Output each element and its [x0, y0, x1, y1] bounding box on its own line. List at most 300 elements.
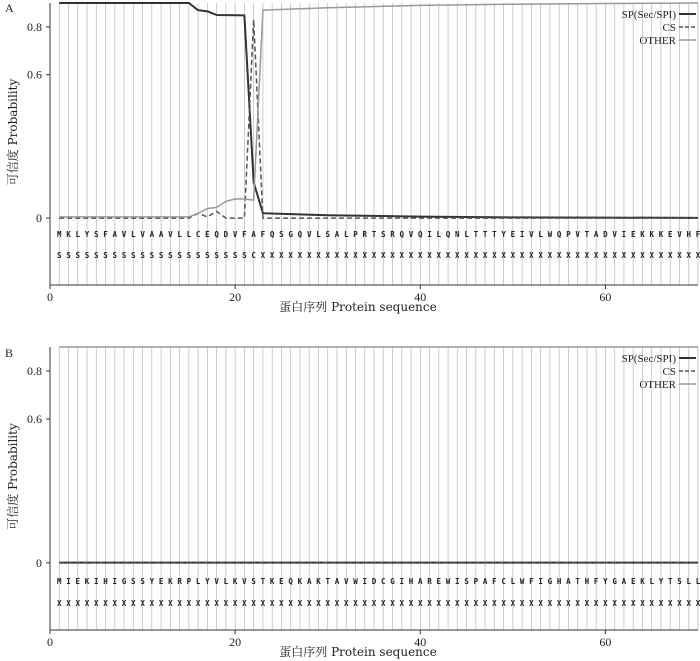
sequence-residue: Y	[603, 577, 608, 586]
sequence-residue: L	[510, 577, 516, 586]
sequence-residue: I	[455, 577, 460, 586]
sequence-residue: T	[492, 230, 497, 239]
series-line-cs	[59, 20, 698, 218]
sequence-residue: I	[362, 577, 368, 586]
prediction-label: X	[121, 599, 127, 608]
sequence-residue: G	[288, 230, 293, 239]
sequence-residue: V	[677, 230, 682, 239]
prediction-label: S	[131, 251, 136, 260]
sequence-residue: V	[575, 230, 580, 239]
sequence-residue: E	[630, 230, 636, 239]
sequence-residue: E	[205, 230, 210, 239]
prediction-label: X	[195, 599, 201, 608]
sequence-residue: I	[621, 230, 627, 239]
prediction-label: S	[56, 251, 62, 260]
sequence-residue: T	[260, 577, 266, 586]
prediction-label: X	[566, 599, 571, 608]
sequence-residue: K	[658, 230, 664, 239]
sequence-residue: A	[418, 577, 423, 586]
sequence-residue: H	[103, 577, 108, 586]
sequence-residue: V	[408, 230, 414, 239]
prediction-label: S	[103, 251, 108, 260]
sequence-residue: P	[353, 230, 358, 239]
sequence-residue: W	[547, 230, 553, 239]
prediction-label: X	[362, 251, 368, 260]
prediction-label: S	[223, 251, 229, 260]
prediction-label: X	[529, 251, 534, 260]
prediction-label: X	[667, 251, 673, 260]
prediction-label: X	[519, 599, 525, 608]
sequence-residue: P	[186, 577, 192, 586]
prediction-label: X	[455, 251, 460, 260]
prediction-label: X	[492, 599, 497, 608]
sequence-residue: S	[140, 577, 145, 586]
prediction-label: X	[686, 251, 692, 260]
sequence-residue: H	[584, 577, 590, 586]
prediction-label: S	[66, 251, 71, 260]
prediction-label: X	[288, 251, 293, 260]
sequence-residue: R	[177, 577, 182, 586]
prediction-label: X	[75, 599, 81, 608]
sequence-residue: R	[390, 230, 395, 239]
sequence-residue: T	[584, 230, 590, 239]
sequence-residue: K	[640, 577, 645, 586]
prediction-label: S	[140, 251, 145, 260]
prediction-label: X	[279, 599, 284, 608]
x-tick-label: 60	[599, 290, 612, 304]
sequence-residue: L	[649, 577, 654, 586]
legend	[622, 353, 696, 391]
gridlines	[56, 3, 698, 285]
prediction-label: X	[362, 599, 368, 608]
prediction-label: X	[390, 251, 395, 260]
prediction-label: X	[584, 251, 590, 260]
legend-entry-label: CS	[662, 22, 676, 34]
prediction-label: X	[269, 599, 275, 608]
sequence-residue: T	[667, 577, 673, 586]
sequence-residue: Q	[297, 230, 303, 239]
sequence-residue: W	[445, 577, 451, 586]
prediction-label: X	[186, 599, 192, 608]
panel-label: B	[5, 346, 14, 360]
prediction-label: S	[232, 251, 238, 260]
prediction-label: X	[205, 599, 210, 608]
prediction-label: X	[223, 599, 229, 608]
prediction-label: X	[593, 251, 599, 260]
sequence-residue: L	[75, 230, 81, 239]
prediction-label: X	[603, 251, 608, 260]
prediction-label: X	[630, 599, 636, 608]
prediction-label: X	[242, 599, 247, 608]
prediction-label: X	[612, 599, 617, 608]
sequence-residue: E	[510, 230, 516, 239]
sequence-residue: I	[519, 230, 525, 239]
sequence-residue: Q	[418, 230, 423, 239]
prediction-label: X	[547, 251, 553, 260]
sequence-residue: E	[630, 577, 636, 586]
prediction-label: X	[677, 599, 682, 608]
prediction-label: S	[214, 251, 219, 260]
sequence-residue: D	[371, 577, 377, 586]
x-tick-label: 0	[47, 635, 53, 649]
sequence-residue: H	[408, 577, 414, 586]
sequence-residue: Y	[205, 577, 210, 586]
prediction-label: X	[390, 599, 395, 608]
sequence-residue: Q	[269, 230, 275, 239]
legend-entry-label: OTHER	[639, 379, 676, 391]
prediction-label: X	[353, 599, 358, 608]
sequence-residue: F	[593, 577, 599, 586]
sequence-residue: L	[177, 230, 182, 239]
sequence-residue: K	[649, 230, 654, 239]
prediction-label: X	[214, 599, 219, 608]
prediction-label: X	[695, 599, 700, 608]
prediction-label: X	[297, 251, 303, 260]
sequence-residue: F	[492, 577, 497, 586]
prediction-label: S	[195, 251, 201, 260]
sequence-residue: G	[547, 577, 553, 586]
sequence-residue: S	[325, 230, 330, 239]
prediction-label: S	[75, 251, 81, 260]
prediction-label: X	[640, 599, 645, 608]
panel-label: A	[5, 1, 14, 15]
sequence-residue: A	[306, 577, 312, 586]
prediction-label: X	[334, 599, 340, 608]
prediction-label: X	[297, 599, 303, 608]
y-axis-label: 可信度 Probability	[6, 78, 20, 186]
prediction-label: X	[149, 599, 155, 608]
sequence-residue: S	[380, 230, 386, 239]
sequence-residue: H	[556, 577, 562, 586]
sequence-residue: V	[612, 230, 617, 239]
prediction-label: X	[306, 599, 312, 608]
sequence-residue: K	[66, 230, 71, 239]
prediction-label: S	[84, 251, 90, 260]
prediction-label: X	[649, 599, 654, 608]
sequence-residue: K	[640, 230, 645, 239]
sequence-residue: Y	[658, 577, 664, 586]
prediction-label: X	[140, 599, 145, 608]
sequence-residue: Y	[84, 230, 90, 239]
sequence-residue: Y	[149, 577, 155, 586]
prediction-label: X	[316, 251, 321, 260]
x-tick-label: 40	[414, 290, 427, 304]
sequence-residue: S	[131, 577, 136, 586]
prediction-label: X	[510, 251, 516, 260]
sequence-residue: P	[566, 230, 571, 239]
prediction-label: S	[121, 251, 127, 260]
sequence-residue: L	[316, 230, 321, 239]
y-tick-label: 0.8	[27, 19, 42, 34]
prediction-label: X	[418, 251, 423, 260]
sequence-residue: T	[325, 577, 330, 586]
sequence-residue: F	[260, 230, 266, 239]
panel-a	[5, 1, 700, 314]
sequence-residue: E	[667, 230, 673, 239]
sequence-residue: T	[371, 230, 377, 239]
sequence-residue: I	[399, 577, 405, 586]
prediction-label: X	[103, 599, 108, 608]
prediction-label: X	[427, 599, 432, 608]
sequence-residue: Q	[214, 230, 219, 239]
legend-entry-label: OTHER	[639, 35, 676, 47]
sequence-residue: A	[593, 230, 599, 239]
prediction-label: S	[177, 251, 182, 260]
prediction-label: X	[593, 599, 599, 608]
legend-entry-label: CS	[662, 366, 676, 378]
sequence-residue: K	[316, 577, 321, 586]
sequence-residue: V	[121, 230, 127, 239]
sequence-residue: I	[94, 577, 99, 586]
sequence-residue: S	[94, 230, 99, 239]
sequence-residue: G	[121, 577, 127, 586]
sequence-residue: W	[519, 577, 525, 586]
y-tick-label: 0	[36, 555, 42, 570]
sequence-residue: Y	[501, 230, 506, 239]
prediction-label: X	[630, 251, 636, 260]
sequence-residue: A	[149, 230, 155, 239]
sequence-residue: V	[529, 230, 534, 239]
sequence-residue: A	[158, 230, 164, 239]
sequence-residue: P	[473, 577, 479, 586]
y-tick-label: 0.8	[27, 363, 42, 378]
prediction-label: X	[566, 251, 571, 260]
prediction-label: X	[621, 599, 627, 608]
prediction-label: X	[584, 599, 590, 608]
sequence-residue: A	[621, 577, 627, 586]
sequence-residue: V	[306, 230, 312, 239]
sequence-residue: L	[343, 230, 349, 239]
y-tick-label: 0.6	[27, 67, 42, 82]
prediction-label: X	[343, 599, 349, 608]
sequence-residue: S	[251, 577, 256, 586]
sequence-residue: A	[334, 577, 340, 586]
prediction-label: S	[149, 251, 155, 260]
sequence-residue: D	[603, 230, 608, 239]
sequence-residue: E	[436, 577, 442, 586]
sequence-residue: L	[464, 230, 469, 239]
sequence-residue: I	[538, 577, 543, 586]
sequence-residue: C	[195, 230, 201, 239]
sequence-residue: G	[390, 577, 395, 586]
sequence-residue: V	[214, 577, 219, 586]
prediction-label: X	[399, 599, 405, 608]
prediction-label: X	[556, 599, 562, 608]
sequence-residue: K	[84, 577, 90, 586]
sequence-residue: L	[538, 230, 543, 239]
sequence-residue: Q	[288, 577, 293, 586]
prediction-label: X	[538, 599, 543, 608]
prediction-label: X	[621, 251, 627, 260]
prediction-label: X	[464, 251, 469, 260]
prediction-label: X	[260, 599, 266, 608]
prediction-label: S	[168, 251, 173, 260]
x-axis-label: 蛋白序列 Protein sequence	[279, 300, 437, 314]
prediction-label: X	[482, 599, 488, 608]
sequence-residue: V	[343, 577, 349, 586]
sequence-residue: V	[168, 230, 173, 239]
prediction-label: X	[473, 599, 479, 608]
sequence-residue: M	[56, 230, 62, 239]
sequence-residue: K	[269, 577, 275, 586]
sequence-residue: V	[242, 577, 247, 586]
sequence-residue: I	[66, 577, 71, 586]
prediction-label: X	[492, 251, 497, 260]
sequence-residue: Q	[445, 230, 451, 239]
prediction-label: X	[371, 599, 377, 608]
sequence-residue: H	[686, 230, 692, 239]
sequence-residue: L	[186, 230, 192, 239]
prediction-label: X	[575, 251, 580, 260]
sequence-residue: S	[464, 577, 469, 586]
x-tick-label: 20	[229, 290, 242, 304]
prediction-label: S	[94, 251, 99, 260]
x-tick-label: 0	[47, 290, 53, 304]
prediction-label: X	[529, 599, 534, 608]
prediction-label: X	[538, 251, 543, 260]
sequence-residue: F	[529, 577, 534, 586]
prediction-label: X	[640, 251, 645, 260]
sequence-residue: K	[232, 577, 238, 586]
sequence-residue: T	[473, 230, 479, 239]
sequence-residue: L	[436, 230, 442, 239]
prediction-label: X	[56, 599, 62, 608]
sequence-residue: N	[455, 230, 460, 239]
sequence-residue: L	[686, 577, 692, 586]
sequence-residue: L	[223, 577, 229, 586]
prediction-label: X	[436, 251, 442, 260]
sequence-residue: C	[380, 577, 386, 586]
prediction-label: X	[658, 251, 664, 260]
prediction-label: X	[66, 599, 71, 608]
prediction-label: X	[306, 251, 312, 260]
prediction-label: X	[445, 599, 451, 608]
sequence-residue: F	[242, 230, 247, 239]
x-tick-label: 40	[414, 635, 427, 649]
sequence-residue: E	[279, 577, 284, 586]
prediction-label: X	[436, 599, 442, 608]
sequence-residue: T	[482, 230, 488, 239]
prediction-label: X	[658, 599, 664, 608]
sequence-residue: T	[575, 577, 580, 586]
sequence-residue: A	[566, 577, 571, 586]
sequence-residue: E	[158, 577, 164, 586]
sequence-residue: I	[427, 230, 432, 239]
prediction-label: X	[427, 251, 432, 260]
sequence-residue: S	[279, 230, 284, 239]
prediction-label: X	[677, 251, 682, 260]
prediction-label: X	[575, 599, 580, 608]
prediction-label: X	[408, 251, 414, 260]
prediction-label: X	[131, 599, 136, 608]
sequence-residue: L	[131, 230, 136, 239]
sequence-residue: A	[334, 230, 340, 239]
prediction-label: X	[482, 251, 488, 260]
sequence-residue: A	[251, 230, 256, 239]
prediction-label: X	[251, 599, 256, 608]
prediction-label: X	[316, 599, 321, 608]
sequence-residue: R	[427, 577, 432, 586]
prediction-label: X	[177, 599, 182, 608]
legend-entry-label: SP(Sec/SPI)	[621, 9, 676, 21]
prediction-label: X	[445, 251, 451, 260]
prediction-label: X	[380, 599, 386, 608]
legend	[622, 9, 696, 47]
prediction-label: X	[334, 251, 340, 260]
sequence-residue: K	[168, 577, 173, 586]
prediction-label: X	[260, 251, 266, 260]
sequence-residue: K	[297, 577, 303, 586]
prediction-label: X	[158, 599, 164, 608]
prediction-label: X	[399, 251, 405, 260]
prediction-label: X	[455, 599, 460, 608]
prediction-label: X	[612, 251, 617, 260]
prediction-label: S	[205, 251, 210, 260]
sequence-residue: Q	[399, 230, 405, 239]
sequence-residue: A	[482, 577, 488, 586]
prediction-label: X	[603, 599, 608, 608]
prediction-label: S	[242, 251, 247, 260]
series-line-sp-sec-spi	[59, 3, 698, 218]
y-axis-label: 可信度 Probability	[6, 423, 20, 530]
prediction-label: X	[325, 599, 330, 608]
prediction-label: X	[168, 599, 173, 608]
prediction-label: X	[371, 251, 377, 260]
x-tick-label: 60	[599, 635, 612, 649]
sequence-residue: A	[112, 230, 118, 239]
prediction-label: X	[556, 251, 562, 260]
x-tick-label: 20	[229, 635, 242, 649]
y-tick-label: 0	[36, 211, 42, 226]
prediction-label: S	[186, 251, 192, 260]
prediction-label: X	[686, 599, 692, 608]
prediction-label: X	[94, 599, 99, 608]
prediction-label: X	[343, 251, 349, 260]
prediction-label: X	[510, 599, 516, 608]
prediction-label: X	[232, 599, 238, 608]
sequence-residue: D	[223, 230, 229, 239]
prediction-label: X	[84, 599, 90, 608]
prediction-label: X	[380, 251, 386, 260]
sequence-residue: G	[612, 577, 617, 586]
prediction-label: X	[501, 251, 506, 260]
y-tick-label: 0.6	[27, 411, 42, 426]
series-line-other	[59, 3, 698, 217]
sequence-residue: R	[362, 230, 368, 239]
sequence-residue: S	[677, 577, 682, 586]
prediction-label: X	[353, 251, 358, 260]
sequence-residue: V	[232, 230, 238, 239]
prediction-label: X	[473, 251, 479, 260]
prediction-label: X	[519, 251, 525, 260]
prediction-label: X	[501, 599, 506, 608]
prediction-label: X	[269, 251, 275, 260]
sequence-residue: I	[112, 577, 118, 586]
sequence-residue: F	[695, 230, 700, 239]
prediction-label: X	[325, 251, 330, 260]
prediction-label: X	[667, 599, 673, 608]
gridlines	[56, 347, 698, 630]
sequence-residue: L	[695, 577, 700, 586]
prediction-label: X	[112, 599, 118, 608]
prediction-label: X	[464, 599, 469, 608]
sequence-residue: M	[56, 577, 62, 586]
prediction-label: C	[251, 251, 256, 260]
prediction-label: S	[112, 251, 118, 260]
x-axis-label: 蛋白序列 Protein sequence	[279, 645, 437, 659]
legend-entry-label: SP(Sec/SPI)	[621, 353, 676, 365]
prediction-label: X	[695, 251, 700, 260]
